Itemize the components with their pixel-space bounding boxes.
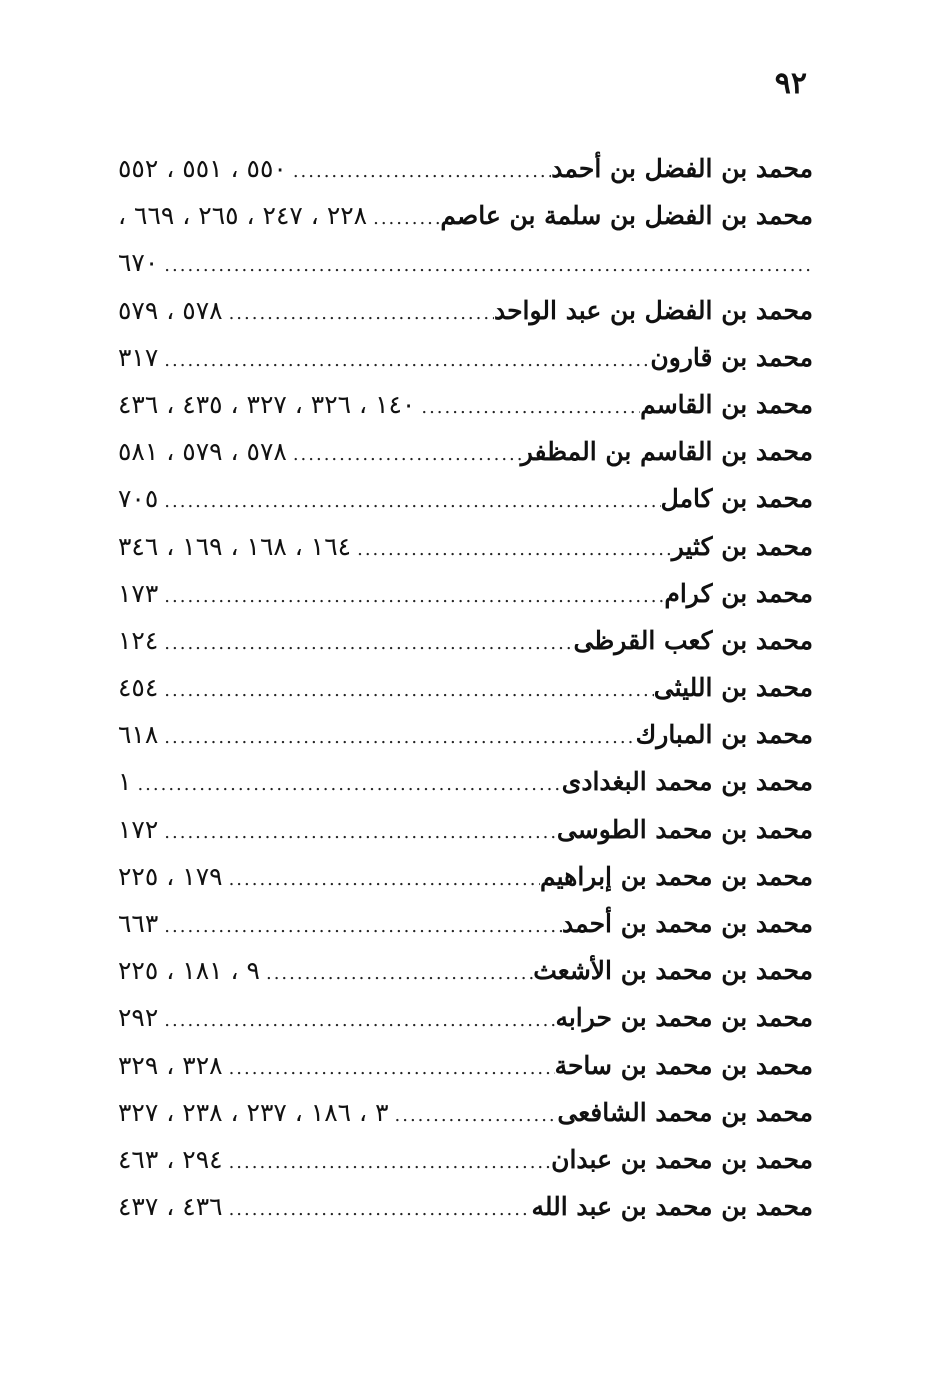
index-entry [118,523,813,570]
dot-leader [287,431,521,478]
entry-name: محمد بن كرام [664,578,813,608]
entry-name: محمد بن محمد بن الأشعث [533,956,813,986]
index-entry [118,287,813,334]
entry-name: محمد بن محمد بن عبد الله [531,1192,813,1222]
entry-name: محمد بن محمد بن حرابه [555,1003,813,1033]
dot-leader [415,384,640,431]
dot-leader [158,667,653,714]
entry-name: محمد بن قارون [650,342,813,372]
entry-name: محمد بن محمد الطوسى [556,814,813,844]
entry-pages: ٢٩٤ ، ٤٦٣ [118,1144,223,1174]
entry-pages: ٦٦٣ [118,909,159,938]
entry-pages: ١٤٠ ، ٣٢٦ ، ٣٢٧ ، ٤٣٥ ، ٤٣٦ [118,389,416,419]
dot-leader [260,950,533,997]
entry-name: محمد بن محمد بن أحمد [562,909,813,938]
index-entry [118,334,813,381]
entry-pages: ٣ ، ١٨٦ ، ٢٣٧ ، ٢٣٨ ، ٣٢٧ [118,1097,389,1127]
entry-name: محمد بن القاسم [640,389,813,419]
index-entry [118,758,813,805]
entry-pages: ٣١٧ [118,342,159,372]
dot-leader [158,478,660,525]
entry-name: محمد بن محمد بن إبراهيم [539,861,813,891]
dot-leader [223,1045,555,1092]
dot-leader [158,809,557,856]
dot-leader [223,856,540,903]
index-entry [118,853,813,900]
index-entry [118,428,813,475]
index-entry [118,947,813,994]
dot-leader [389,1092,558,1139]
page-number: ٩٢ [774,66,807,101]
dot-leader [158,903,562,950]
index-entry [118,617,813,664]
entry-pages: ٧٠٥ [118,484,159,514]
entry-pages: ٢٢٨ ، ٢٤٧ ، ٢٦٥ ، ٦٦٩ ، [118,201,368,231]
index-entry-continuation [118,239,813,286]
entry-pages: ١٧٩ ، ٢٢٥ [118,861,223,891]
index-entry [118,381,813,428]
entry-name: محمد بن كعب القرظى [573,625,813,655]
entry-pages: ٥٧٨ ، ٥٧٩ ، ٥٨١ [118,437,287,467]
index-entry [118,900,813,947]
entry-pages: ٤٥٤ [118,673,159,703]
entry-pages: ٢٩٢ [118,1003,159,1033]
dot-leader [223,1139,552,1186]
index-entry [118,1136,813,1183]
dot-leader [158,337,650,384]
index-entry [118,1042,813,1089]
index-entry [118,1089,813,1136]
dot-leader [158,573,664,620]
index-entry [118,806,813,853]
dot-leader [287,148,551,195]
entry-name: محمد بن محمد بن ساحة [554,1050,813,1080]
dot-leader [158,997,555,1044]
index-entry [118,711,813,758]
entry-name: محمد بن المبارك [635,720,813,750]
index-entry [118,192,813,239]
entry-pages: ٥٥٠ ، ٥٥١ ، ٥٥٢ [118,154,287,183]
dot-leader [351,526,672,573]
entry-name: محمد بن الفضل بن عبد الواحد [493,295,813,325]
index-entry [118,570,813,617]
entry-pages: ٦١٨ [118,720,159,750]
index-entry [118,1183,813,1230]
dot-leader [367,195,440,242]
entry-pages-continuation: ٦٧٠ [118,248,159,278]
entry-name: محمد بن الفضل بن سلمة بن عاصم [440,201,813,231]
index-entry [118,994,813,1041]
entry-name: محمد بن كامل [660,484,813,514]
entry-name: محمد بن الليثى [653,673,813,703]
entry-name: محمد بن محمد بن عبدان [551,1144,813,1174]
entry-pages: ١٧٣ [118,578,159,608]
entry-name: محمد بن القاسم بن المظفر [520,437,813,467]
entry-name: محمد بن محمد البغدادى [561,767,813,797]
entry-name: محمد بن الفضل بن أحمد [551,154,813,183]
dot-leader [158,714,635,761]
entry-pages: ١٦٤ ، ١٦٨ ، ١٦٩ ، ٣٤٦ [118,531,352,561]
entry-pages: ٥٧٨ ، ٥٧٩ [118,295,223,325]
dot-leader [223,290,494,337]
index-entry [118,145,813,192]
dot-leader [158,620,573,667]
dot-leader [131,761,561,808]
entry-name: محمد بن محمد الشافعى [557,1097,813,1127]
entry-name: محمد بن كثير [671,531,813,561]
entry-pages: ٩ ، ١٨١ ، ٢٢٥ [118,956,260,986]
index-entry [118,475,813,522]
entry-pages: ١٢٤ [118,625,159,655]
entry-pages: ١ [118,767,132,797]
dot-leader [223,1186,532,1233]
index-entry [118,664,813,711]
index-entries-list [118,145,813,1230]
dot-leader [158,242,813,289]
entry-pages: ٤٣٦ ، ٤٣٧ [118,1192,223,1222]
entry-pages: ١٧٢ [118,814,159,844]
entry-pages: ٣٢٨ ، ٣٢٩ [118,1050,223,1080]
